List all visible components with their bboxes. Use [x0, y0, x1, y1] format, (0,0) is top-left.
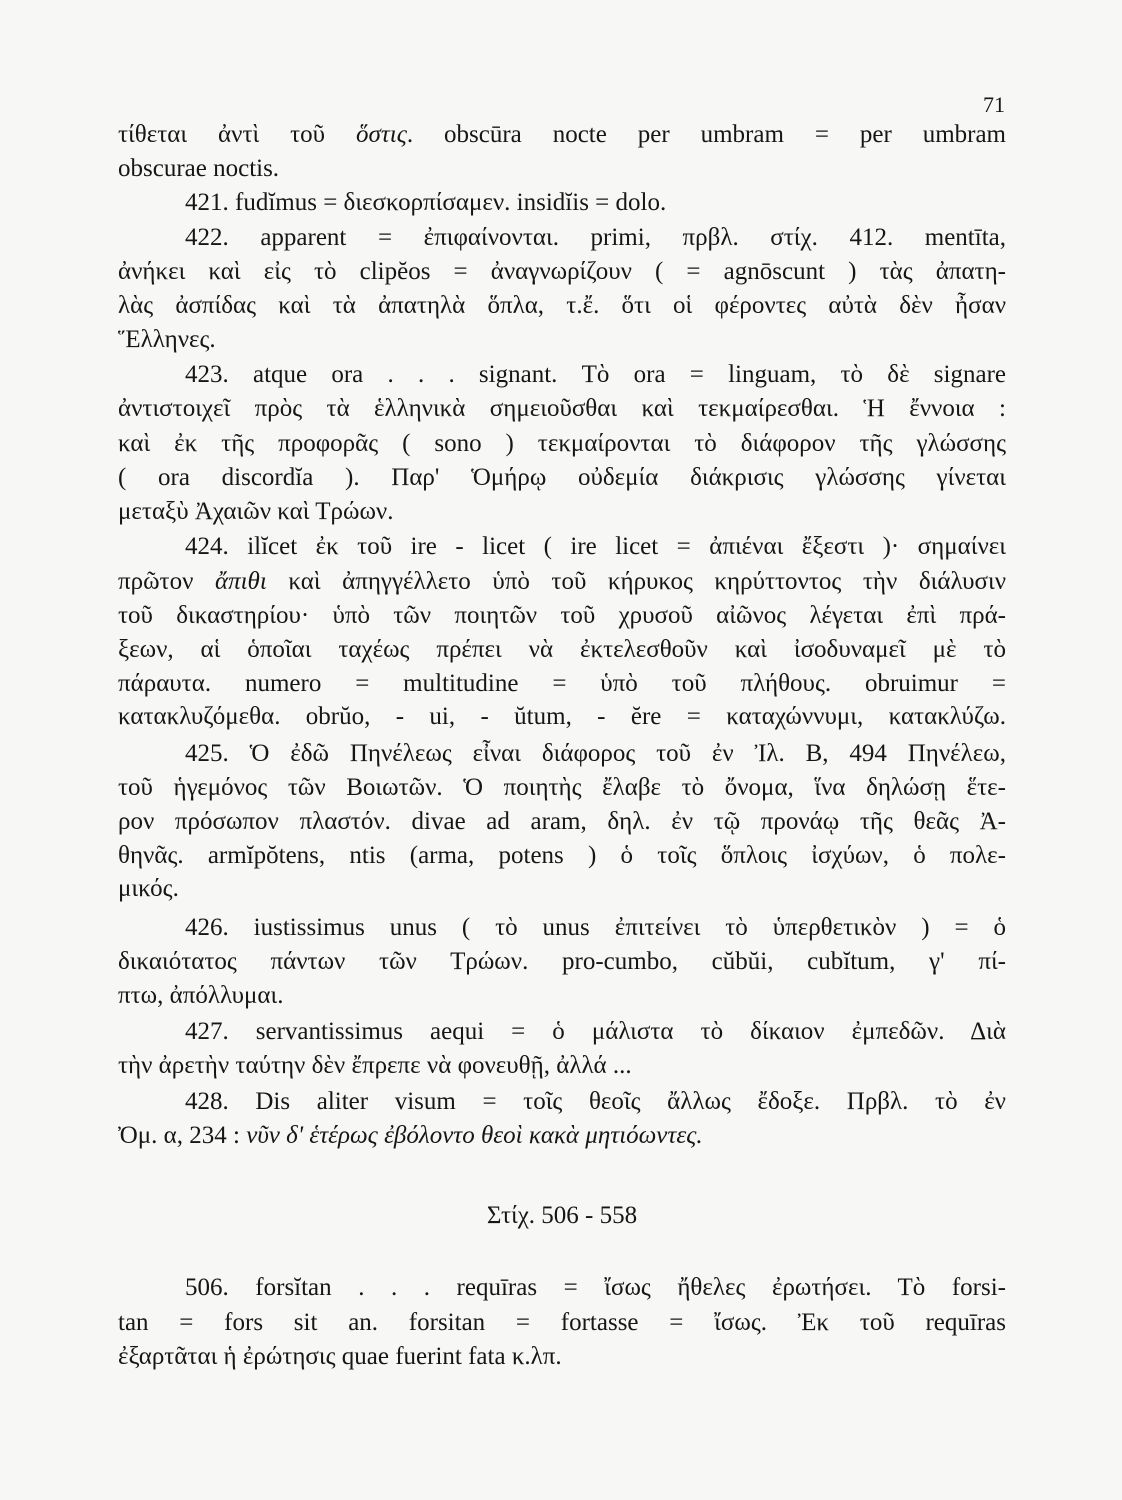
text-line: tan = fors sit an. forsitan = fortasse = ἴσως. Ἐκ τοῦ requīras	[118, 1309, 1006, 1336]
text-line: ἐξαρτᾶται ἡ ἐρώτησις quae fuerint fata κ.λπ.	[118, 1343, 562, 1370]
text: Ὀμ. α, 234 :	[118, 1122, 247, 1149]
text-line: ( ora discordĭa ). Παρ' Ὁμήρῳ οὐδεμία διάκρισις γλώσσης γίνεται	[118, 464, 1006, 491]
entry-506: 506. forsĭtan . . . requīras = ἴσως ἤθελες ἐρωτήσει. Τὸ forsi-	[185, 1274, 1006, 1301]
text-line	[118, 120, 1006, 150]
text-line: πάραυτα. numero = multitudine = ὑπὸ τοῦ πλήθους. obruimur =	[118, 670, 1006, 697]
text: πρῶτον	[118, 568, 215, 595]
text: . obscūra nocte per umbram = per umbram	[406, 121, 1007, 148]
text-line: ξεων, αἱ ὁποῖαι ταχέως πρέπει νὰ ἐκτελεσθοῦν καὶ ἰσοδυναμεῖ μὲ τὸ	[118, 636, 1006, 663]
text-line	[118, 1121, 1006, 1151]
text-line: ἀντιστοιχεῖ πρὸς τὰ ἑλληνικὰ σημειοῦσθαι καὶ τεκμαίρεσθαι. Ἡ ἔννοια :	[118, 395, 1006, 422]
entry-425: 425. Ὁ ἐδῶ Πηνέλεως εἶναι διάφορος τοῦ ἐν Ἰλ. Β, 494 Πηνέλεω,	[185, 740, 1006, 767]
entry-421: 421. fudĭmus = διεσκορπίσαμεν. insidĭis = dolo.	[185, 189, 667, 216]
text-line: obscurae noctis.	[118, 155, 280, 182]
text-line: ἀνήκει καὶ εἰς τὸ clipĕos = ἀναγνωρίζουν ( = agnōscunt ) τὰς ἀπατη-	[118, 258, 1006, 285]
section-heading: Στίχ. 506 - 558	[486, 1202, 638, 1229]
text-line: δικαιότατος πάντων τῶν Τρώων. pro-cumbo, cŭbŭi, cubĭtum, γ' πί-	[118, 948, 1006, 975]
text: τίθεται ἀντὶ τοῦ	[118, 121, 356, 148]
text-line: λὰς ἀσπίδας καὶ τὰ ἀπατηλὰ ὅπλα, τ.ἔ. ὅτι οἱ φέροντες αὐτὰ δὲν ἦσαν	[118, 292, 1006, 319]
italic-quote: νῦν δ' ἑτέρως ἐβόλοντο θεοὶ κακὰ μητιόωντες.	[246, 1122, 703, 1149]
text-line: μικός.	[118, 875, 179, 902]
text-line	[118, 567, 1006, 597]
text-line: τοῦ δικαστηρίου· ὑπὸ τῶν ποιητῶν τοῦ χρυσοῦ αἰῶνος λέγεται ἐπὶ πρά-	[118, 602, 1006, 629]
text-line: θηνᾶς. armĭpŏtens, ntis (arma, potens ) ὁ τοῖς ὅπλοις ἰσχύων, ὁ πολε-	[118, 842, 1006, 869]
text-line: ρον πρόσωπον πλαστόν. divae ad aram, δηλ. ἐν τῷ προνάῳ τῆς θεᾶς Ἀ-	[118, 808, 1006, 835]
entry-427: 427. servantissimus aequi = ὁ μάλιστα τὸ δίκαιον ἐμπεδῶν. Διὰ	[185, 1018, 1006, 1045]
text-line: καὶ ἐκ τῆς προφορᾶς ( sono ) τεκμαίρονται τὸ διάφορον τῆς γλώσσης	[118, 430, 1006, 457]
text-line: πτω, ἀπόλλυμαι.	[118, 982, 284, 1009]
entry-423: 423. atque ora . . . signant. Τὸ ora = linguam, τὸ δὲ signare	[185, 361, 1006, 388]
text-line: Ἕλληνες.	[118, 326, 216, 353]
entry-428: 428. Dis aliter visum = τοῖς θεοῖς ἄλλως ἔδοξε. Πρβλ. τὸ ἐν	[185, 1088, 1006, 1115]
entry-426: 426. iustissimus unus ( τὸ unus ἐπιτείνει τὸ ὑπερθετικὸν ) = ὁ	[185, 914, 1006, 941]
text-line: κατακλυζόμεθα. obrŭo, - ui, - ŭtum, - ĕre = καταχώννυμι, κατακλύζω.	[118, 703, 1006, 730]
text-line: τοῦ ἡγεμόνος τῶν Βοιωτῶν. Ὁ ποιητὴς ἔλαβε τὸ ὄνομα, ἵνα δηλώσῃ ἕτε-	[118, 774, 1006, 801]
entry-424: 424. ilĭcet ἐκ τοῦ ire - licet ( ire licet = ἀπιέναι ἔξεστι )· σημαίνει	[185, 533, 1006, 560]
italic-text: ὅστις	[355, 121, 407, 148]
italic-text: ἄπιθι	[214, 568, 267, 595]
page-number: 71	[983, 92, 1005, 117]
text-line: τὴν ἀρετὴν ταύτην δὲν ἔπρεπε νὰ φονευθῇ, ἀλλά ...	[118, 1052, 632, 1079]
entry-422: 422. apparent = ἐπιφαίνονται. primi, πρβλ. στίχ. 412. mentīta,	[185, 224, 1006, 251]
text-line: μεταξὺ Ἀχαιῶν καὶ Τρώων.	[118, 498, 394, 525]
text: καὶ ἀπηγγέλλετο ὑπὸ τοῦ κήρυκος κηρύττοντος τὴν διάλυσιν	[266, 568, 1006, 595]
